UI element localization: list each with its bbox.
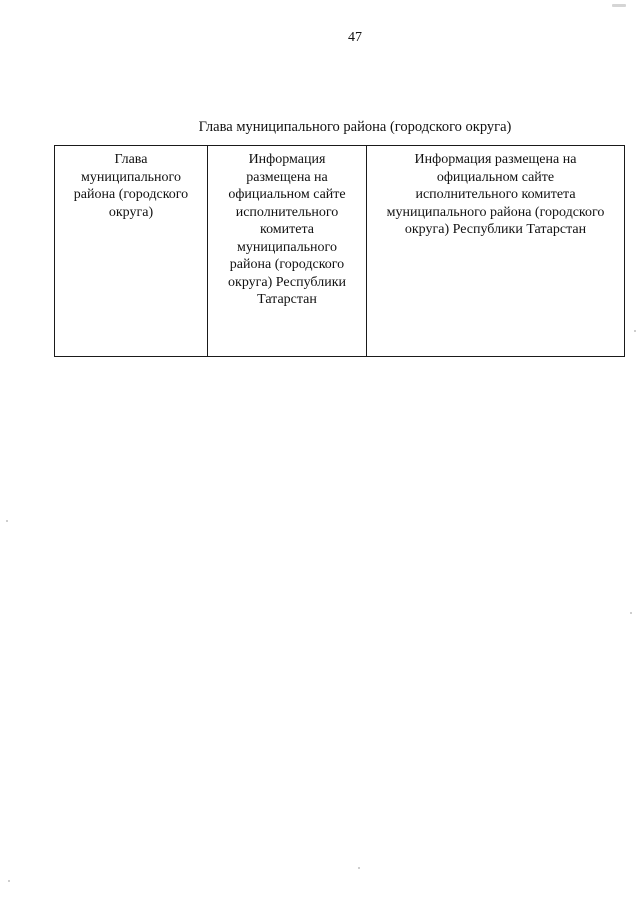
- page-number: 47: [348, 30, 362, 45]
- table-cell-info: [208, 146, 367, 357]
- table-row: [55, 146, 625, 357]
- scan-speck: [634, 330, 636, 332]
- cell-text: Информация размещена на официальном сайте исполнительного комитета муниципального района (городского округа) Республики Татарстан: [386, 152, 605, 237]
- section-heading: Глава муниципального района (городского округа): [198, 119, 512, 135]
- scan-speck: [612, 4, 626, 7]
- info-table: [54, 145, 625, 357]
- cell-text: Информация размещена на официальном сайте исполнительного комитета муниципального района (городского округа) Республики Татарстан: [228, 152, 346, 307]
- table-cell-position: [55, 146, 208, 357]
- scan-speck: [630, 612, 632, 614]
- scan-speck: [358, 867, 360, 869]
- cell-text: Глава муниципального района (городского округа): [73, 152, 189, 220]
- table-cell-info-wide: [367, 146, 625, 357]
- scan-speck: [8, 880, 10, 882]
- scan-speck: [6, 520, 8, 522]
